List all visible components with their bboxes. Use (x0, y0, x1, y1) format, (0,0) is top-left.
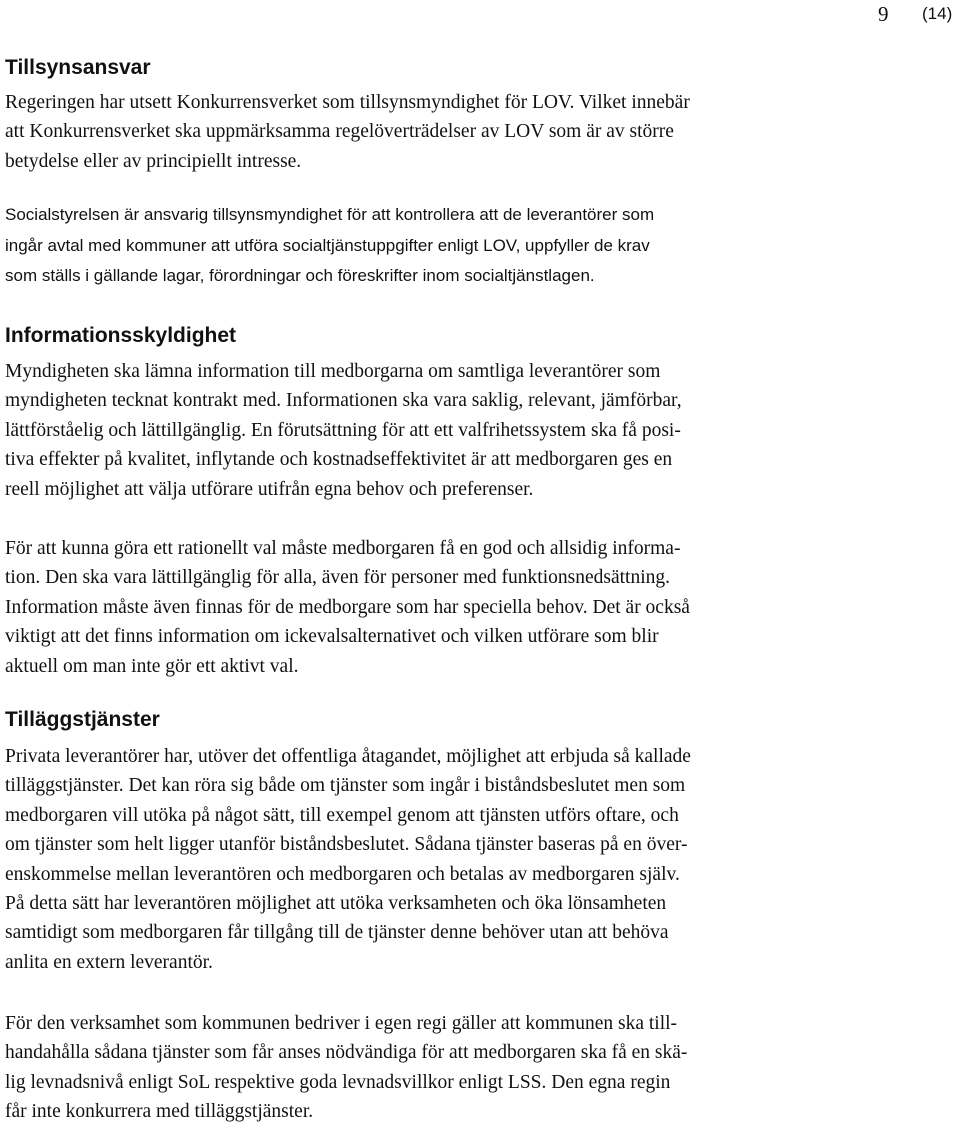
text-line: reell möjlighet att välja utförare utifrån egna behov och preferenser. (5, 478, 534, 500)
section-heading-tillaggstjanster: Tilläggstjänster (5, 708, 160, 731)
text-line: betydelse eller av principiellt intresse. (5, 150, 302, 172)
paragraph-information-leverantorer (5, 357, 955, 504)
text-line: tion. Den ska vara lättillgänglig för alla, även för personer med funktionsnedsättning. (5, 567, 670, 589)
text-line: att Konkurrensverket ska uppmärksamma regelöverträdelser av LOV som är av större (5, 121, 674, 143)
text-line: ingår avtal med kommuner att utföra socialtjänstuppgifter enligt LOV, uppfyller de krav (5, 235, 650, 255)
text-line: För den verksamhet som kommunen bedriver i egen regi gäller att kommunen ska till- (5, 1013, 678, 1034)
section-heading-tillsynsansvar: Tillsynsansvar (5, 56, 151, 79)
text-line: om tjänster som helt ligger utanför biståndsbeslutet. Sådana tjänster baseras på en över- (5, 834, 688, 856)
text-line: får inte konkurrera med tilläggstjänster. (5, 1101, 314, 1123)
text-line: enskommelse mellan leverantören och medborgaren och betalas av medborgaren själv. (5, 863, 680, 885)
page-number: 9 (878, 2, 889, 26)
text-line: anlita en extern leverantör. (5, 951, 213, 973)
text-line: Socialstyrelsen är ansvarig tillsynsmyndighet för att kontrollera att de leverantörer som (5, 205, 655, 224)
paragraph-tillagg-egen-regi (5, 1009, 955, 1127)
text-line: lig levnadsnivå enligt SoL respektive goda levnadsvillkor enligt LSS. Den egna regin (5, 1071, 671, 1093)
text-line: Myndigheten ska lämna information till medborgarna om samtliga leverantörer som (5, 361, 661, 382)
text-line: På detta sätt har leverantören möjlighet att utöka verksamheten och öka lönsamheten (5, 893, 667, 915)
paragraph-tillsyn-socialstyrelsen (5, 200, 955, 292)
page-total: (14) (922, 4, 953, 23)
text-line: tilläggstjänster. Det kan röra sig både om tjänster som ingår i biståndsbeslutet men som (5, 775, 686, 797)
text-line: handahålla sådana tjänster som får anses nödvändiga för att medborgaren ska få en skä- (5, 1042, 688, 1064)
text-line: lättförståelig och lättillgänglig. En förutsättning för att ett valfrihetssystem ska få posi- (5, 419, 681, 441)
text-line: samtidigt som medborgaren får tillgång till de tjänster denne behöver utan att behöva (5, 922, 669, 944)
paragraph-tillagg-privata (5, 742, 955, 977)
paragraph-information-val (5, 534, 955, 681)
text-line: Information måste även finnas för de medborgare som har speciella behov. Det är också (5, 596, 690, 618)
section-heading-informationsskyldighet: Informationsskyldighet (5, 324, 237, 347)
paragraph-tillsyn-konkurrensverket (5, 88, 955, 176)
text-line: aktuell om man inte gör ett aktivt val. (5, 655, 299, 677)
text-line: tiva effekter på kvalitet, inflytande och kostnadseffektivitet är att medborgaren ges en (5, 449, 673, 471)
text-line: För att kunna göra ett rationellt val måste medborgaren få en god och allsidig informa- (5, 538, 681, 559)
text-line: som ställs i gällande lagar, förordningar och föreskrifter inom socialtjänstlagen. (5, 266, 595, 286)
text-line: Regeringen har utsett Konkurrensverket som tillsynsmyndighet för LOV. Vilket innebär (5, 92, 690, 113)
text-line: myndigheten tecknat kontrakt med. Informationen ska vara saklig, relevant, jämförbar, (5, 390, 682, 412)
text-line: viktigt att det finns information om ickevalsalternativet och vilken utförare som blir (5, 626, 659, 648)
text-line: medborgaren vill utöka på något sätt, till exempel genom att tjänsten utförs oftare, och (5, 804, 679, 826)
text-line: Privata leverantörer har, utöver det offentliga åtagandet, möjlighet att erbjuda så kallade (5, 746, 691, 767)
